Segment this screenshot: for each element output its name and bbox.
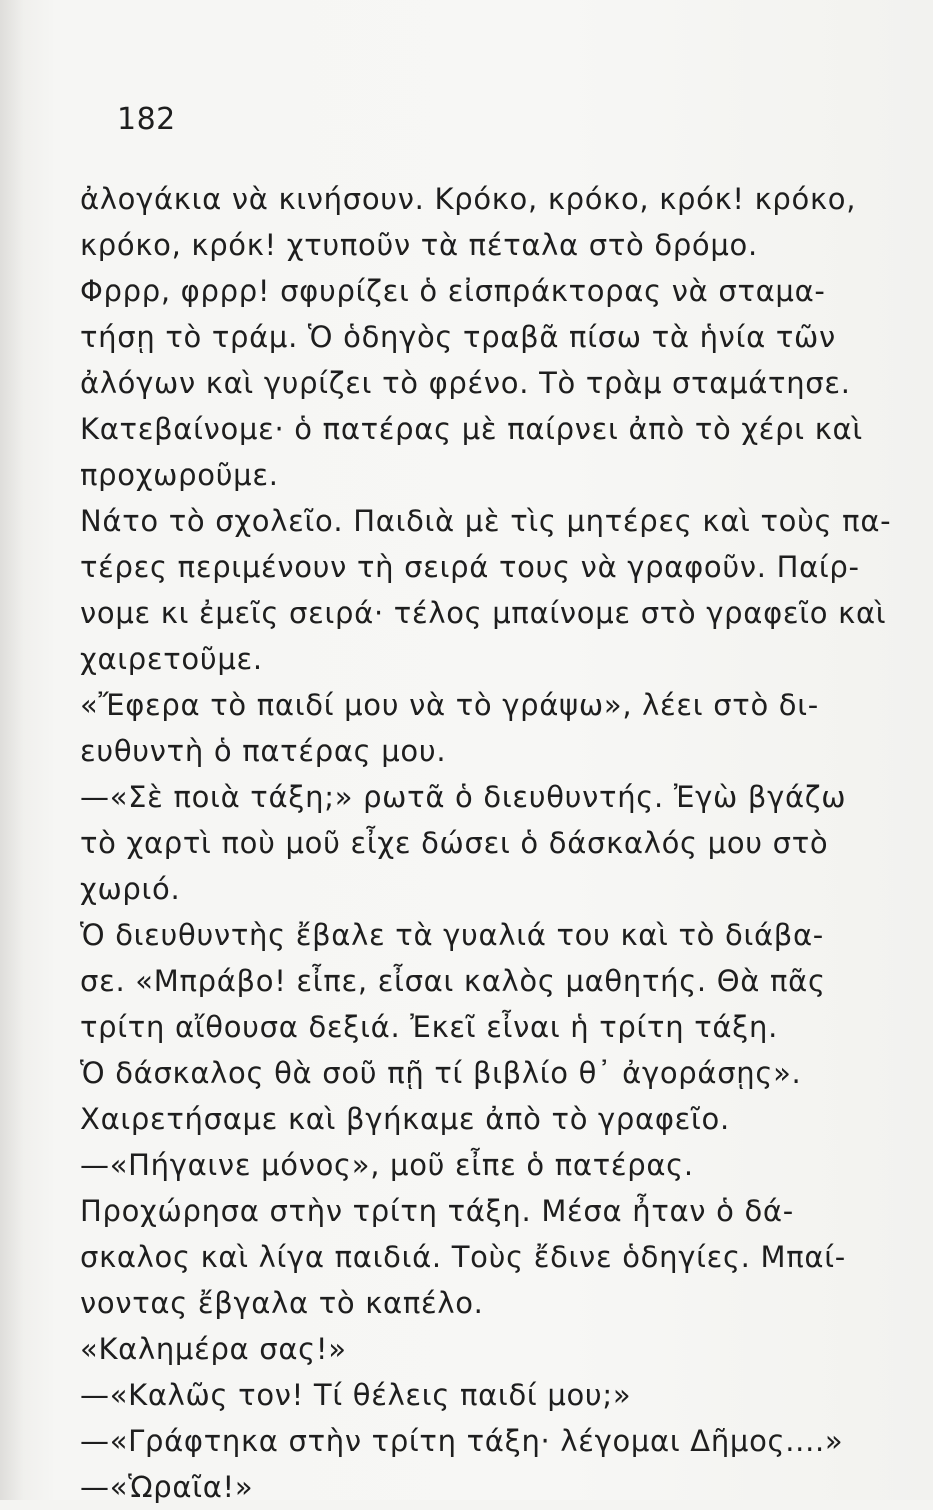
text-line: Κατεβαίνομε· ὁ πατέρας μὲ παίρνει ἀπὸ τὸ χέρι καὶ bbox=[80, 412, 863, 446]
text-line: τέρες περιμένουν τὴ σειρά τους νὰ γραφοῦν. Παίρ- bbox=[80, 550, 860, 584]
text-line: Προχώρησα στὴν τρίτη τάξη. Μέσα ἦταν ὁ δά- bbox=[80, 1194, 794, 1228]
text-line: «Ἔφερα τὸ παιδί μου νὰ τὸ γράψω», λέει στὸ δι- bbox=[80, 688, 819, 722]
body-text bbox=[80, 176, 892, 1510]
text-line: —«Σὲ ποιὰ τάξη;» ρωτᾶ ὁ διευθυντής. Ἐγὼ βγάζω bbox=[80, 780, 847, 814]
text-line: ἀλογάκια νὰ κινήσουν. Κρόκο, κρόκο, κρόκ! κρόκο, bbox=[80, 182, 857, 216]
text-line: —«Γράφτηκα στὴν τρίτη τάξη· λέγομαι Δῆμος....» bbox=[80, 1424, 844, 1458]
text-line: τήσῃ τὸ τράμ. Ὁ ὁδηγὸς τραβᾶ πίσω τὰ ἡνία τῶν bbox=[80, 320, 836, 354]
text-line: «Καλημέρα σας!» bbox=[80, 1332, 347, 1366]
text-line: σκαλος καὶ λίγα παιδιά. Τοὺς ἔδινε ὁδηγίες. Μπαί- bbox=[80, 1240, 846, 1274]
text-line: —«Πήγαινε μόνος», μοῦ εἶπε ὁ πατέρας. bbox=[80, 1148, 694, 1182]
binding-shadow bbox=[0, 0, 24, 1500]
text-line: Φρρρ, φρρρ! σφυρίζει ὁ εἰσπράκτορας νὰ σταμα- bbox=[80, 274, 826, 308]
text-line: Χαιρετήσαμε καὶ βγήκαμε ἀπὸ τὸ γραφεῖο. bbox=[80, 1102, 730, 1136]
text-line: χαιρετοῦμε. bbox=[80, 642, 263, 676]
text-line: σε. «Μπράβο! εἶπε, εἶσαι καλὸς μαθητής. Θὰ πᾶς bbox=[80, 964, 826, 998]
text-line: νομε κι ἐμεῖς σειρά· τέλος μπαίνομε στὸ γραφεῖο καὶ bbox=[80, 596, 887, 630]
text-line: προχωροῦμε. bbox=[80, 458, 279, 492]
text-line: Νάτο τὸ σχολεῖο. Παιδιὰ μὲ τὶς μητέρες καὶ τοὺς πα- bbox=[80, 504, 892, 538]
text-line: Ὁ διευθυντὴς ἔβαλε τὰ γυαλιά του καὶ τὸ διάβα- bbox=[80, 918, 824, 952]
text-line: νοντας ἔβγαλα τὸ καπέλο. bbox=[80, 1286, 484, 1320]
text-line: κρόκο, κρόκ! χτυποῦν τὰ πέταλα στὸ δρόμο. bbox=[80, 228, 758, 262]
text-line: χωριό. bbox=[80, 872, 181, 906]
text-line: τὸ χαρτὶ ποὺ μοῦ εἶχε δώσει ὁ δάσκαλός μου στὸ bbox=[80, 826, 829, 860]
text-line: ευθυντὴ ὁ πατέρας μου. bbox=[80, 734, 447, 768]
text-line: ἀλόγων καὶ γυρίζει τὸ φρένο. Τὸ τρὰμ σταμάτησε. bbox=[80, 366, 851, 400]
text-line: τρίτη αἴθουσα δεξιά. Ἐκεῖ εἶναι ἡ τρίτη τάξη. bbox=[80, 1010, 779, 1044]
page-number: 182 bbox=[117, 102, 176, 137]
text-line: —«Καλῶς τον! Τί θέλεις παιδί μου;» bbox=[80, 1378, 632, 1412]
text-line: Ὁ δάσκαλος θὰ σοῦ πῇ τί βιβλίο θ᾽ ἀγοράσῃς». bbox=[80, 1056, 802, 1090]
text-line: —«Ὡραῖα!» bbox=[80, 1470, 254, 1504]
